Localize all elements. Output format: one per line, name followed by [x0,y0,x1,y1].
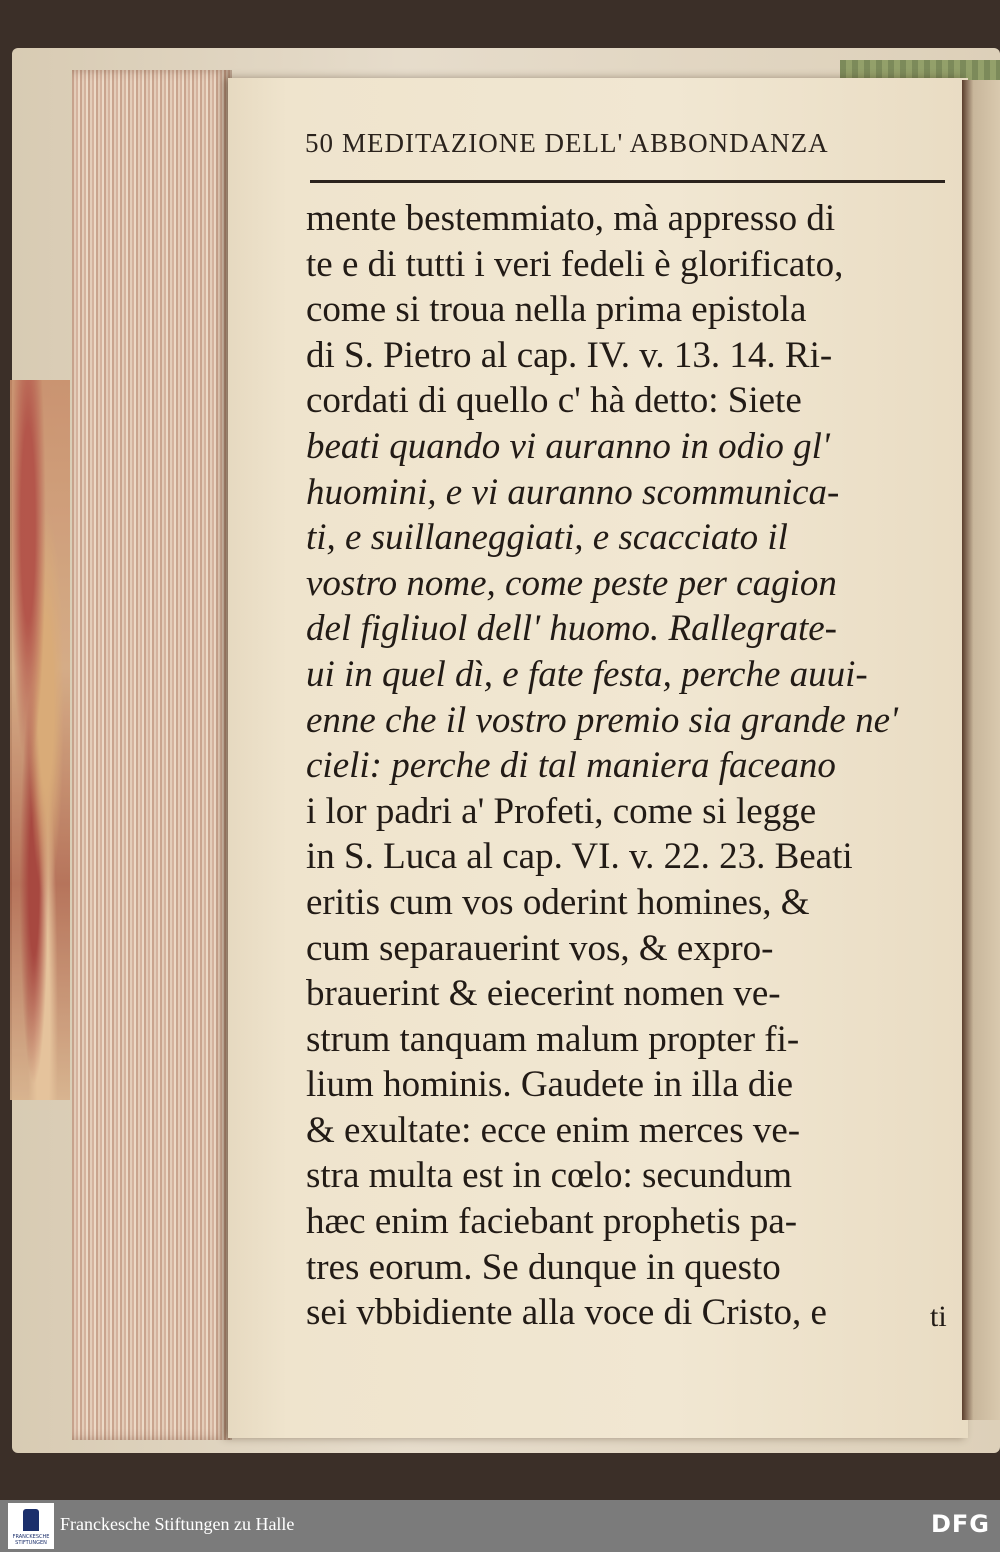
text-line: eritis cum vos oderint homines, & [306,881,810,923]
building-icon [23,1509,39,1531]
text-line: beati quando vi auranno in odio gl' [306,425,830,467]
text-line: in S. Luca al cap. VI. v. 22. 23. Beati [306,836,853,878]
text-line: come si troua nella prima epistola [306,289,807,331]
dfg-logo[interactable]: DFG [930,1510,990,1538]
text-line: cum separauerint vos, & expro- [306,927,774,969]
text-line: cordati di quello c' hà detto: Siete [306,380,802,422]
marbled-endpaper [10,380,70,1100]
viewer-footer-bar [0,1500,1000,1552]
institution-logo[interactable] [8,1503,54,1549]
logo-label: FRANCKESCHE STIFTUNGEN [12,1534,50,1546]
text-line: mente bestemmiato, mà appresso di [306,198,836,239]
text-line: & exultate: ecce enim merces ve- [306,1109,801,1151]
institution-name[interactable]: Franckesche Stiftungen zu Halle [60,1514,295,1534]
text-line: di S. Pietro al cap. IV. v. 13. 14. Ri- [306,334,833,376]
page-block-edge [72,70,232,1440]
text-line: strum tanquam malum propter fi- [306,1018,800,1060]
catchword: ti [930,1300,947,1333]
text-line: brauerint & eiecerint nomen ve- [306,973,781,1015]
running-header [305,128,945,168]
text-line: cieli: perche di tal maniera faceano [306,745,836,787]
text-line: ui in quel dì, e fate festa, perche auui- [306,653,868,695]
page-number: 50 [305,128,334,158]
text-line: te e di tutti i veri fedeli è glorificato, [306,243,844,285]
text-line: del figliuol dell' huomo. Rallegrate- [306,608,837,650]
header-rule [310,180,945,183]
text-line: enne che il vostro premio sia grande ne' [306,699,898,741]
text-line: tres eorum. Se dunque in questo [306,1246,781,1288]
text-line: huomini, e vi auranno scommunica- [306,471,840,513]
text-line: ti, e suillaneggiati, e scacciato il [306,517,788,559]
text-line: vostro nome, come peste per cagion [306,562,837,604]
text-line: stra multa est in cœlo: secundum [306,1155,793,1197]
text-line: hæc enim faciebant prophetis pa- [306,1201,798,1243]
text-line: sei vbbidiente alla voce di Cristo, e [306,1292,827,1334]
text-line: lium hominis. Gaudete in illa die [306,1064,794,1106]
text-line: i lor padri a' Profeti, come si legge [306,790,817,832]
running-title: MEDITAZIONE DELL' ABBONDANZA [342,128,829,158]
facing-page-edge [962,80,1000,1420]
page-body-text [306,196,956,1336]
